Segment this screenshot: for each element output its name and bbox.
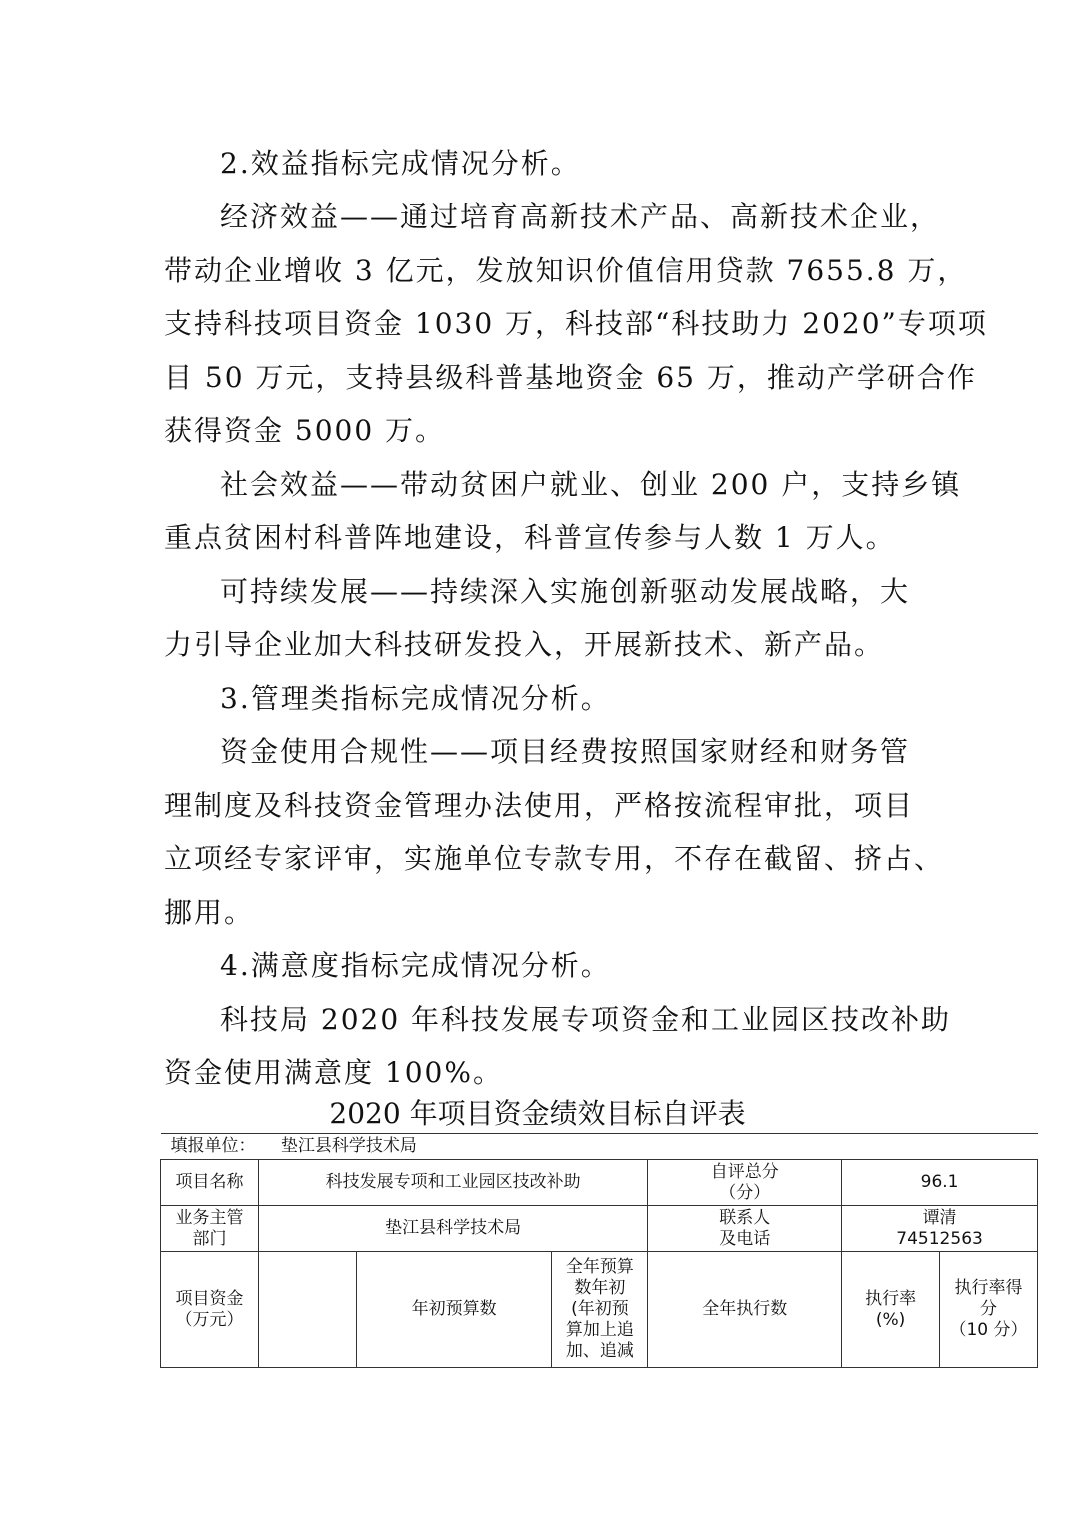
fill-unit-cell [161,1134,1038,1160]
fill-unit-label: 填报单位： [170,1136,256,1156]
exec-score-line: 分 [980,1299,998,1319]
self-score-label-line: （分） [719,1182,771,1203]
paragraph-line: 目 50 万元，支持县级科普基地资金 65 万，推动产学研合作 [164,361,977,394]
dept-label-line: 业务主管 [175,1207,244,1228]
paragraph-line: 获得资金 5000 万。 [164,414,446,447]
dept-label [161,1206,259,1252]
contact-label-line: 及电话 [719,1228,771,1249]
exec-rate-line: 执行率 [865,1288,917,1309]
annual-budget-header [552,1252,648,1368]
table-row [161,1134,1038,1160]
contact-label [648,1206,842,1252]
initial-budget-header: 年初预算数 [356,1252,552,1368]
funds-label [161,1252,259,1368]
paragraph-line: 重点贫困村科普阵地建设，科普宣传参与人数 1 万人。 [164,521,896,554]
paragraph-line: 理制度及科技资金管理办法使用，严格按流程审批，项目 [164,789,915,822]
paragraph-line: 资金使用满意度 100%。 [164,1056,503,1089]
empty-cell [258,1252,356,1368]
exec-rate-line: (%) [875,1309,906,1330]
contact-name: 谭清 [922,1207,957,1228]
contact-phone: 74512563 [896,1228,983,1249]
exec-score-line: 执行率得 [954,1278,1023,1298]
annual-budget-line: 加、追减 [565,1341,634,1361]
exec-score-line: （10 分） [949,1320,1028,1340]
project-name-value: 科技发展专项和工业园区技改补助 [258,1160,647,1206]
paragraph-line: 资金使用合规性——项目经费按照国家财经和财务管 [220,735,911,768]
annual-budget-line: 全年预算 [565,1257,634,1277]
table-row [161,1160,1038,1206]
paragraph-line: 科技局 2020 年科技发展专项资金和工业园区技改补助 [220,1003,952,1036]
self-score-label [648,1160,842,1206]
fill-unit-value: 垫江县科学技术局 [280,1136,417,1156]
table-title: 2020 年项目资金绩效目标自评表 [329,1097,746,1130]
contact-label-line: 联系人 [719,1207,771,1228]
paragraph-line: 支持科技项目资金 1030 万，科技部“科技助力 2020”专项项 [164,307,988,340]
funds-label-line: （万元） [175,1309,244,1330]
annual-budget-line: (年初预 [571,1299,629,1319]
table-row [161,1252,1038,1368]
paragraph-line: 挪用。 [164,896,255,929]
contact-value [842,1206,1038,1252]
exec-rate-header [842,1252,940,1368]
paragraph-line: 力引导企业加大科技研发投入，开展新技术、新产品。 [164,628,885,661]
annual-exec-header: 全年执行数 [648,1252,842,1368]
dept-label-line: 部门 [192,1228,227,1249]
table-row [161,1206,1038,1252]
section-heading-satisfaction: 4.满意度指标完成情况分析。 [220,949,611,982]
section-heading-management: 3.管理类指标完成情况分析。 [220,682,611,715]
dept-value: 垫江县科学技术局 [258,1206,647,1252]
self-score-value: 96.1 [842,1160,1038,1206]
paragraph-line: 社会效益——带动贫困户就业、创业 200 户，支持乡镇 [220,468,962,501]
annual-budget-line: 算加上追 [565,1320,634,1340]
paragraph-line: 经济效益——通过培育高新技术产品、高新技术企业， [220,200,941,233]
self-evaluation-table [160,1133,1038,1368]
paragraph-line: 带动企业增收 3 亿元，发放知识价值信用贷款 7655.8 万， [164,254,968,287]
annual-budget-line: 数年初 [574,1278,626,1298]
paragraph-line: 可持续发展——持续深入实施创新驱动发展战略，大 [220,575,911,608]
section-heading-benefit: 2.效益指标完成情况分析。 [220,147,581,180]
funds-label-line: 项目资金 [175,1288,244,1309]
exec-score-header [940,1252,1038,1368]
paragraph-line: 立项经专家评审，实施单位专款专用，不存在截留、挤占、 [164,842,945,875]
self-score-label-line: 自评总分 [710,1161,779,1182]
project-name-label: 项目名称 [161,1160,259,1206]
